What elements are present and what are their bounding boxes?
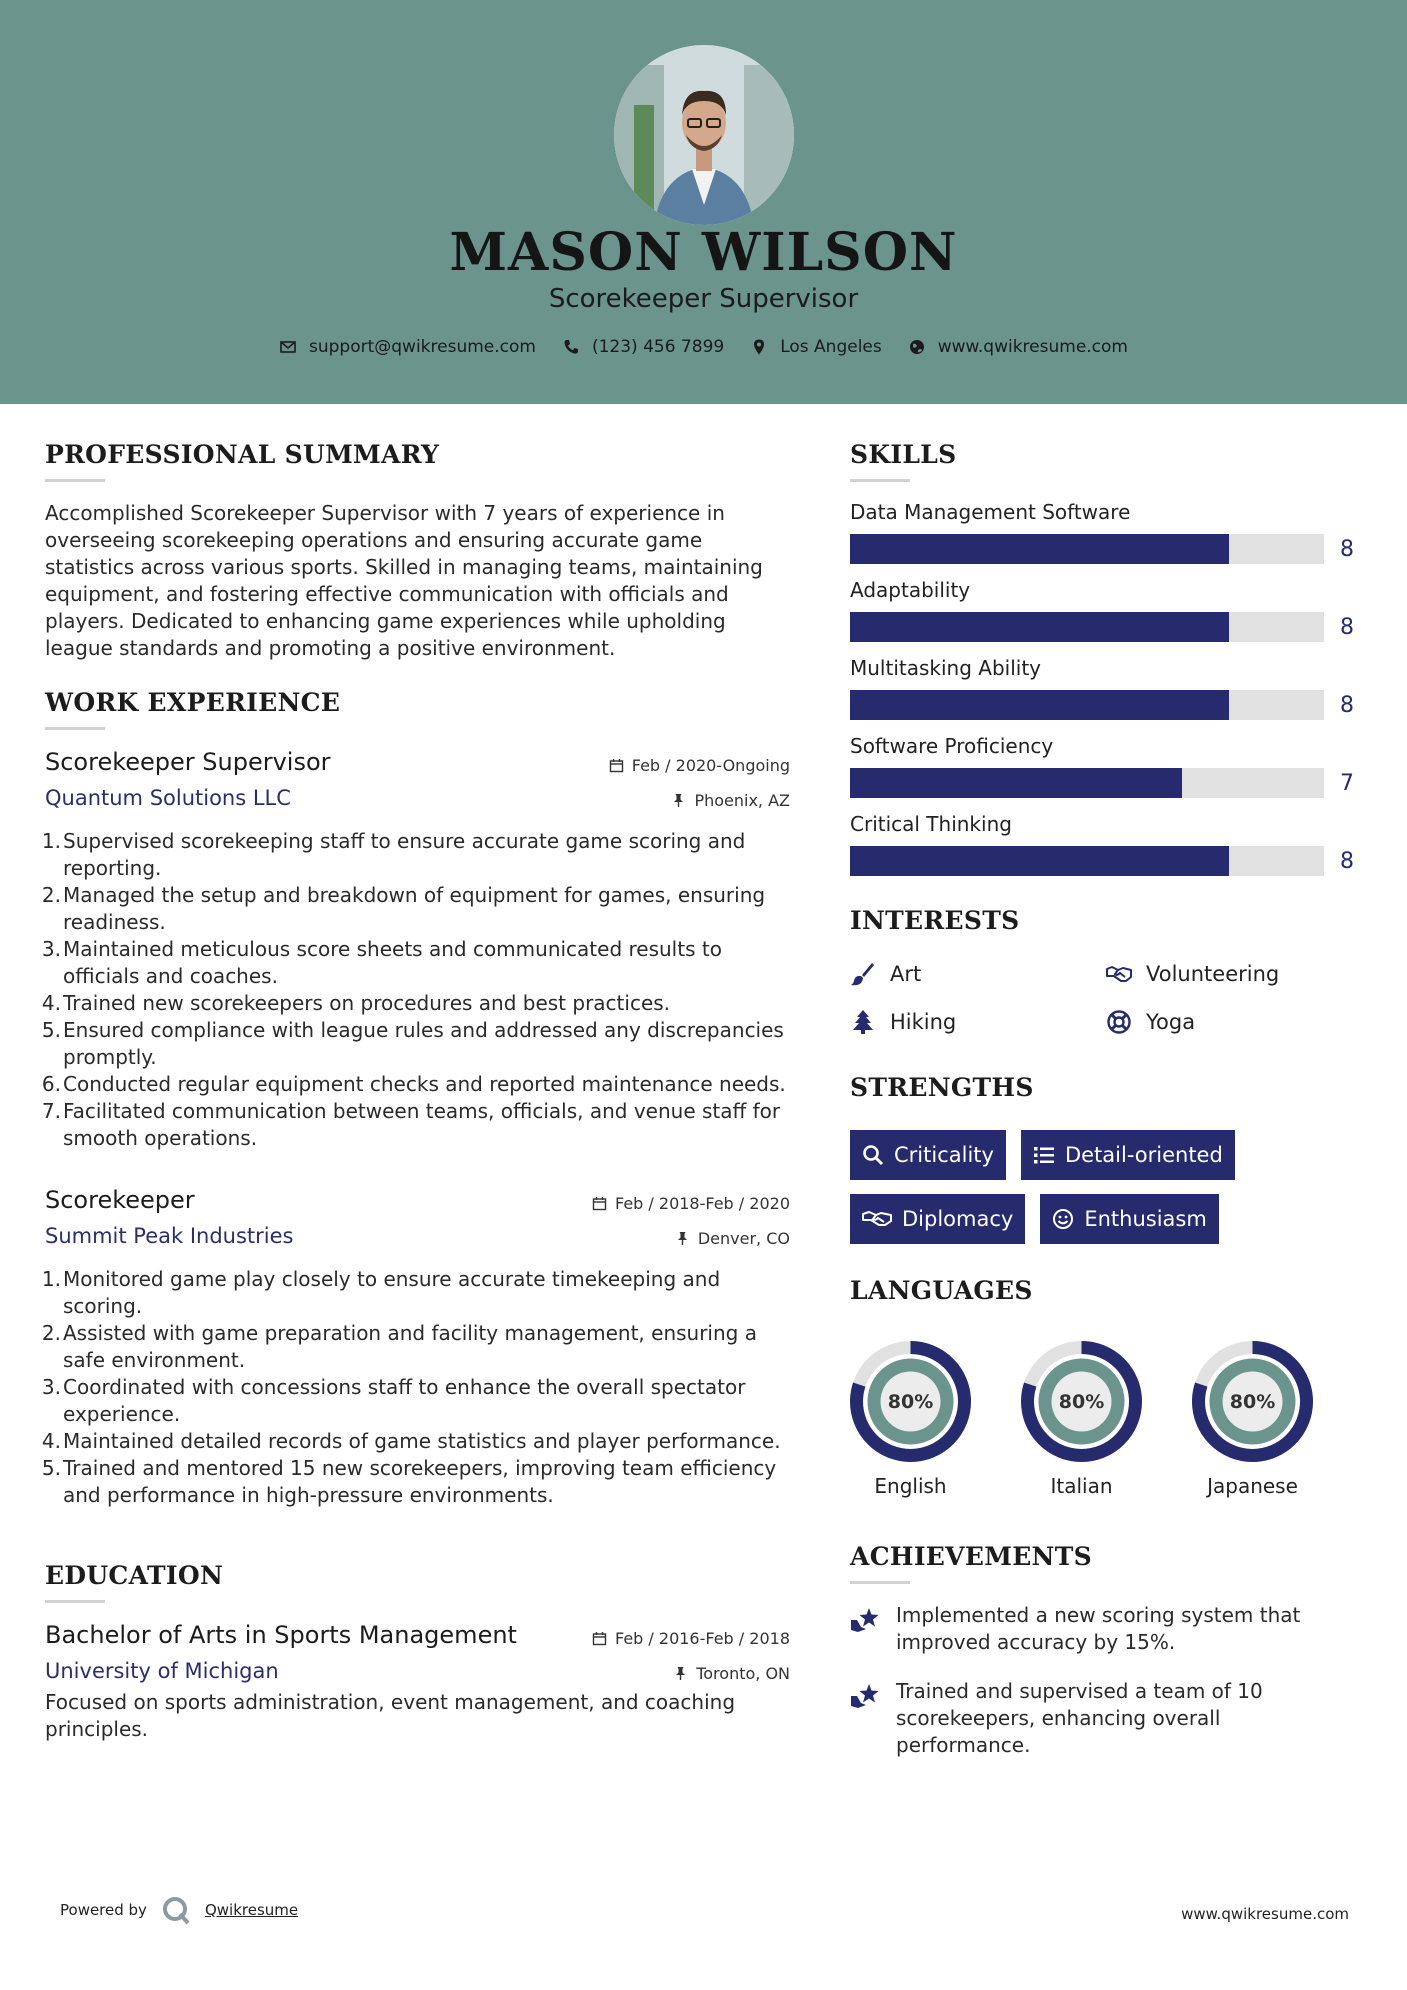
achievement-text: Implemented a new scoring system that improved accuracy by 15%. xyxy=(896,1603,1301,1654)
qwikresume-logo-icon xyxy=(161,1895,191,1925)
map-pin-icon xyxy=(750,338,768,356)
tree-icon xyxy=(850,1009,876,1035)
list-item: Ensured compliance with league rules and addressed any discrepancies promptly. xyxy=(63,1018,784,1069)
powered-by-label: Powered by xyxy=(60,1901,147,1919)
skill-value: 8 xyxy=(1340,692,1354,718)
interest-item: Yoga xyxy=(1106,1009,1362,1035)
skill-value: 8 xyxy=(1340,848,1354,874)
list-item: Managed the setup and breakdown of equipment for games, ensuring readiness. xyxy=(63,883,766,934)
strength-tag: Criticality xyxy=(850,1130,1006,1180)
list-item: Coordinated with concessions staff to enhance the overall spectator experience. xyxy=(63,1375,746,1426)
skill-bar xyxy=(850,612,1324,642)
summary-text: Accomplished Scorekeeper Supervisor with 7 years of experience in overseeing scorekeeping operations and ensuring accurate game statistics across various sports. Skilled in managing teams, maintaining equipment, and fostering effective communication with officials and players. Dedicated to enhancing game experiences while upholding league standards and promoting a positive environment. xyxy=(45,501,763,660)
achievement-text: Trained and supervised a team of 10 scorekeepers, enhancing overall performance. xyxy=(896,1679,1263,1757)
skill-bar xyxy=(850,534,1324,564)
skill-value: 8 xyxy=(1340,614,1354,640)
skill-bar-fill xyxy=(850,768,1182,798)
contact-email[interactable] xyxy=(279,337,536,357)
calendar-icon xyxy=(609,758,624,773)
skill-name: Adaptability xyxy=(850,578,971,602)
achievement-item xyxy=(850,1602,1360,1656)
list-icon xyxy=(1033,1144,1055,1166)
list-item: Assisted with game preparation and facility management, ensuring a safe environment. xyxy=(63,1321,757,1372)
skill-item xyxy=(850,578,1360,642)
experience-heading: WORK EXPERIENCE xyxy=(45,688,341,717)
job-duties xyxy=(45,1266,790,1509)
language-name: Italian xyxy=(1050,1474,1113,1498)
section-divider xyxy=(45,727,105,730)
summary-heading: PROFESSIONAL SUMMARY xyxy=(45,440,440,469)
star-hand-icon xyxy=(850,1606,882,1634)
star-hand-icon xyxy=(850,1682,882,1710)
list-item: Supervised scorekeeping staff to ensure accurate game scoring and reporting. xyxy=(63,829,746,880)
skills-section xyxy=(850,440,1360,876)
achievement-item xyxy=(850,1678,1360,1759)
location-text: Los Angeles xyxy=(780,337,882,357)
interest-item: Volunteering xyxy=(1106,961,1362,987)
summary-section xyxy=(45,440,790,662)
profile-photo xyxy=(614,45,794,225)
skill-value: 8 xyxy=(1340,536,1354,562)
pushpin-icon xyxy=(675,1231,690,1246)
phone-text: (123) 456 7899 xyxy=(591,337,725,357)
list-item: Trained new scorekeepers on procedures and best practices. xyxy=(63,991,671,1015)
languages-heading: LANGUAGES xyxy=(850,1276,1033,1305)
list-item: Maintained detailed records of game statistics and player performance. xyxy=(63,1429,781,1453)
pushpin-icon xyxy=(673,1666,688,1681)
email-text: support@qwikresume.com xyxy=(309,337,536,357)
list-item: Monitored game play closely to ensure accurate timekeeping and scoring. xyxy=(63,1267,721,1318)
interests-section xyxy=(850,906,1360,1035)
language-name: English xyxy=(874,1474,947,1498)
qwikresume-link[interactable]: Qwikresume xyxy=(204,1901,299,1919)
footer-powered-by xyxy=(60,1895,298,1925)
job-title: Scorekeeper xyxy=(45,1186,195,1214)
phone-icon xyxy=(562,338,580,356)
section-divider xyxy=(850,1581,910,1584)
handshake-icon xyxy=(862,1208,892,1230)
job-entry xyxy=(45,1186,790,1509)
achievements-heading: ACHIEVEMENTS xyxy=(850,1542,1092,1571)
section-divider xyxy=(45,1600,105,1603)
skill-bar xyxy=(850,846,1324,876)
achievements-section xyxy=(850,1542,1360,1759)
skill-value: 7 xyxy=(1340,770,1354,796)
smile-icon xyxy=(1052,1208,1074,1230)
contact-phone[interactable] xyxy=(562,337,724,357)
skill-name: Critical Thinking xyxy=(850,812,1012,836)
strength-tag: Enthusiasm xyxy=(1040,1194,1218,1244)
skill-item xyxy=(850,656,1360,720)
strength-tag: Diplomacy xyxy=(850,1194,1025,1244)
job-duties xyxy=(45,828,790,1152)
footer-website[interactable]: www.qwikresume.com xyxy=(1181,1905,1349,1923)
interest-item: Hiking xyxy=(850,1009,1106,1035)
job-location: Denver, CO xyxy=(675,1229,790,1248)
language-percent: 80% xyxy=(1058,1391,1105,1413)
interest-item: Art xyxy=(850,961,1106,987)
globe-icon xyxy=(908,338,926,356)
left-column xyxy=(45,440,790,1743)
job-entry xyxy=(45,748,790,1152)
calendar-icon xyxy=(592,1631,607,1646)
skill-name: Multitasking Ability xyxy=(850,656,1041,680)
contact-bar xyxy=(0,337,1407,357)
education-heading: EDUCATION xyxy=(45,1561,224,1590)
job-dates: Feb / 2018-Feb / 2020 xyxy=(592,1194,790,1213)
list-item: Maintained meticulous score sheets and communicated results to officials and coaches. xyxy=(63,937,722,988)
job-location: Phoenix, AZ xyxy=(671,791,790,810)
language-donut xyxy=(1192,1341,1313,1462)
education-section xyxy=(45,1561,790,1743)
pushpin-icon xyxy=(671,793,686,808)
skill-name: Software Proficiency xyxy=(850,734,1054,758)
right-column xyxy=(850,440,1360,1781)
candidate-name: MASON WILSON xyxy=(449,222,958,283)
education-location: Toronto, ON xyxy=(673,1664,790,1683)
skill-item xyxy=(850,734,1360,798)
experience-section xyxy=(45,688,790,1509)
envelope-icon xyxy=(279,338,297,356)
job-title: Scorekeeper Supervisor xyxy=(45,748,331,776)
languages-section xyxy=(850,1276,1360,1498)
education-description: Focused on sports administration, event management, and coaching principles. xyxy=(45,1690,736,1741)
skill-item xyxy=(850,812,1360,876)
strengths-section xyxy=(850,1073,1360,1244)
language-percent: 80% xyxy=(887,1391,934,1413)
list-item: Facilitated communication between teams, officials, and venue staff for smooth operations. xyxy=(63,1099,781,1150)
language-donut xyxy=(850,1341,971,1462)
strength-tag: Detail-oriented xyxy=(1021,1130,1235,1180)
education-dates: Feb / 2016-Feb / 2018 xyxy=(592,1629,790,1648)
language-name: Japanese xyxy=(1207,1474,1298,1498)
language-percent: 80% xyxy=(1229,1391,1276,1413)
candidate-title: Scorekeeper Supervisor xyxy=(548,284,859,314)
list-item: Trained and mentored 15 new scorekeepers, improving team efficiency and performance in high-pressure environments. xyxy=(63,1456,777,1507)
skill-bar xyxy=(850,690,1324,720)
skill-bar-fill xyxy=(850,690,1229,720)
job-company: Quantum Solutions LLC xyxy=(45,786,291,810)
skill-item xyxy=(850,500,1360,564)
skill-bar xyxy=(850,768,1324,798)
section-divider xyxy=(45,479,105,482)
degree-title: Bachelor of Arts in Sports Management xyxy=(45,1621,517,1649)
skill-name: Data Management Software xyxy=(850,500,1131,524)
paintbrush-icon xyxy=(850,961,876,987)
handshake-icon xyxy=(1106,961,1132,987)
search-icon xyxy=(862,1144,884,1166)
language-item xyxy=(1192,1341,1313,1498)
language-donut xyxy=(1021,1341,1142,1462)
list-item: Conducted regular equipment checks and reported maintenance needs. xyxy=(63,1072,786,1096)
contact-website[interactable] xyxy=(908,337,1128,357)
contact-location xyxy=(750,337,882,357)
school-name: University of Michigan xyxy=(45,1659,279,1683)
lifering-icon xyxy=(1106,1009,1132,1035)
job-company: Summit Peak Industries xyxy=(45,1224,294,1248)
section-divider xyxy=(850,479,910,482)
skill-bar-fill xyxy=(850,612,1229,642)
skill-bar-fill xyxy=(850,846,1229,876)
job-dates: Feb / 2020-Ongoing xyxy=(609,756,790,775)
interests-heading: INTERESTS xyxy=(850,906,1020,935)
skill-bar-fill xyxy=(850,534,1229,564)
language-item xyxy=(850,1341,971,1498)
header-banner xyxy=(0,0,1407,404)
skills-heading: SKILLS xyxy=(850,440,957,469)
language-item xyxy=(1021,1341,1142,1498)
website-text: www.qwikresume.com xyxy=(937,337,1128,357)
calendar-icon xyxy=(592,1196,607,1211)
strengths-heading: STRENGTHS xyxy=(850,1073,1034,1102)
